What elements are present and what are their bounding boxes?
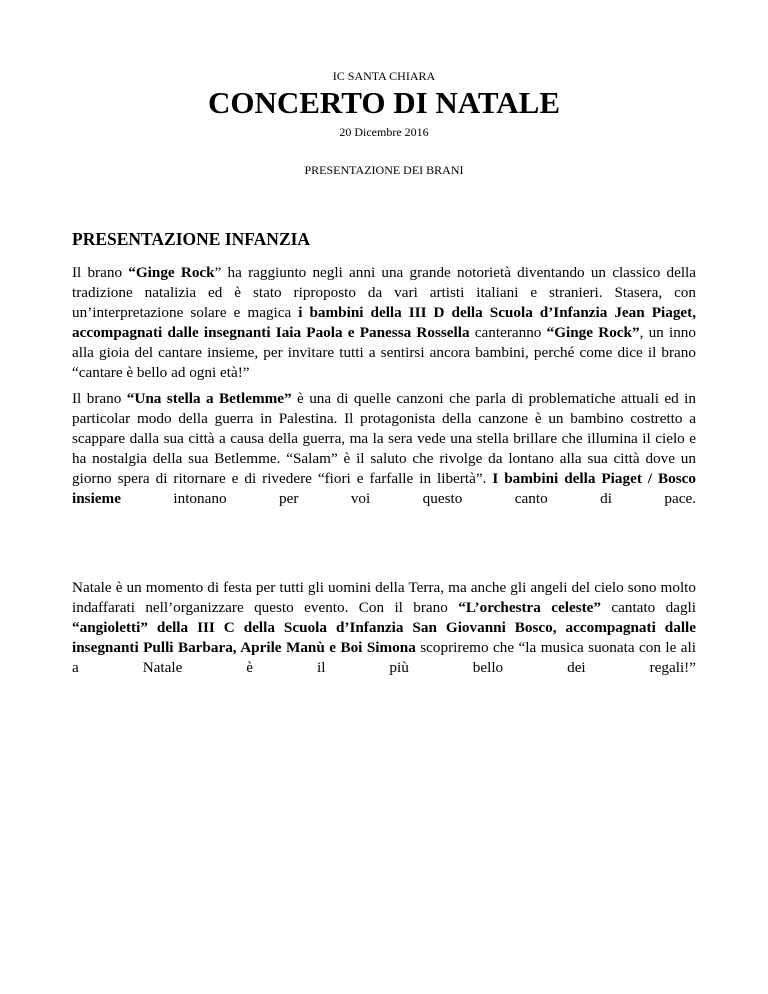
- paragraph-text: intonano per voi questo canto di pace.: [120, 490, 696, 507]
- school-name: IC SANTA CHIARA: [332, 69, 436, 83]
- paragraph-orchestra-celeste: [72, 578, 696, 678]
- song-title-bold: “Una stella a Betlemme”: [126, 390, 292, 407]
- section-heading: PRESENTAZIONE INFANZIA: [72, 229, 311, 249]
- performers-bold: i bambini della III D della Scuola d’Infanzia Jean Piaget, accompagnati dalle insegnanti Iaia Paola e Panessa Rossella: [72, 304, 697, 341]
- paragraph-text: cantato dagli: [601, 599, 696, 616]
- song-title-bold: “Ginge Rock”: [546, 324, 640, 341]
- paragraph-text: canteranno: [469, 324, 547, 341]
- performers-bold: “angioletti” della III C della Scuola d’Infanzia San Giovanni Bosco, accompagnati dalle insegnanti Pulli Barbara, Aprile Manù e Boi Simona: [72, 619, 696, 656]
- song-title-bold: “Ginge Rock: [128, 264, 215, 281]
- paragraph-text: Il brano: [72, 390, 127, 407]
- paragraph-ginge-rock: [72, 263, 696, 383]
- paragraph-text: scopriremo che “la musica suonata con le ali a Natale è il più bello dei regali!”: [72, 639, 696, 676]
- paragraph-text: Il brano: [72, 264, 129, 281]
- paragraph-text: è una di quelle canzoni che parla di problematiche attuali ed in particolar modo della guerra in Palestina. Il protagonista della canzone è un bambino costretto a scappare dalla sua città a causa della guerra, ma la sera vede una stella brillare che illumina il cielo e ha nostalgia della sua Betlemme. “Salam” è il saluto che rivolge da lontano alla sua città dove un giorno spera di ritornare e di rivedere “fiori e farfalle in libertà”.: [72, 390, 696, 487]
- performers-bold: I bambini della Piaget / Bosco insieme: [72, 470, 696, 507]
- paragraph-stella-betlemme: [72, 389, 696, 509]
- document-subtitle: PRESENTAZIONE DEI BRANI: [304, 163, 464, 177]
- paragraph-text: Natale è un momento di festa per tutti gli uomini della Terra, ma anche gli angeli del cielo sono molto indaffarati nell’organizzare questo evento. Con il brano: [72, 579, 696, 616]
- song-title-bold: “L’orchestra celeste”: [458, 599, 602, 616]
- paragraph-text: ” ha raggiunto negli anni una grande notorietà diventando un classico della tradizione natalizia ed è stato riproposto da vari artisti italiani e stranieri. Stasera, con un’interpretazione solare e magica: [72, 264, 696, 321]
- document-title: CONCERTO DI NATALE: [207, 85, 561, 120]
- event-date: 20 Dicembre 2016: [339, 125, 429, 139]
- paragraph-text: , un inno alla gioia del cantare insieme, per invitare tutti a sentirsi ancora bambini, perché come dice il brano “cantare è bello ad ogni età!”: [72, 324, 696, 381]
